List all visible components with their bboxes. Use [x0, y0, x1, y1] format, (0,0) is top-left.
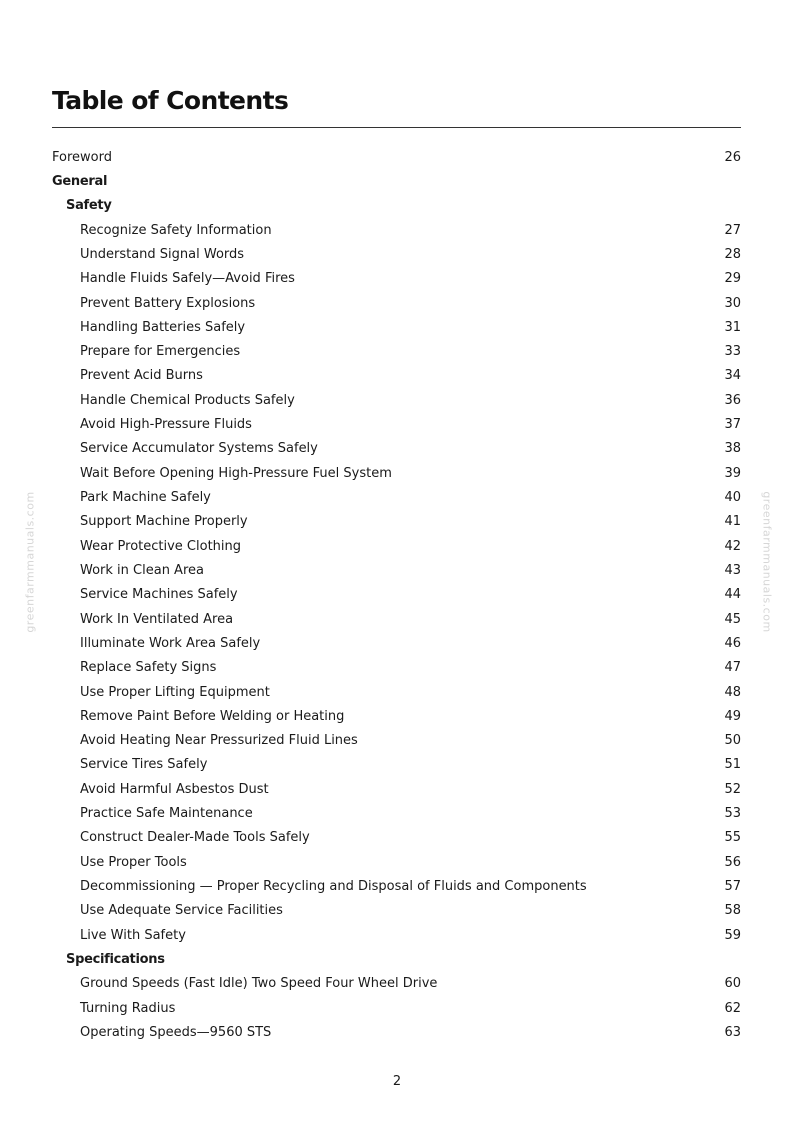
toc-entry-page: 47 — [724, 660, 741, 676]
table-of-contents — [52, 145, 741, 1045]
toc-entry-page: 60 — [724, 976, 741, 992]
toc-entry-page: 51 — [724, 757, 741, 773]
toc-entry-label: Decommissioning — Proper Recycling and Disposal of Fluids and Components — [80, 879, 587, 895]
toc-entry[interactable] — [52, 874, 741, 898]
toc-entry[interactable] — [52, 826, 741, 850]
toc-entry-label: Avoid High-Pressure Fluids — [80, 417, 252, 433]
toc-entry[interactable] — [52, 315, 741, 339]
toc-entry-label: Service Accumulator Systems Safely — [80, 441, 318, 457]
toc-entry[interactable] — [52, 680, 741, 704]
toc-entry[interactable] — [52, 607, 741, 631]
toc-entry-label: Wait Before Opening High-Pressure Fuel System — [80, 465, 392, 481]
toc-entry-label: Use Proper Lifting Equipment — [80, 684, 270, 700]
title-divider — [52, 127, 741, 128]
toc-entry-page: 58 — [724, 903, 741, 919]
toc-entry-page: 34 — [724, 368, 741, 384]
toc-entry-label: General — [52, 173, 108, 189]
toc-entry[interactable] — [52, 801, 741, 825]
toc-entry[interactable] — [52, 364, 741, 388]
toc-entry-label: Avoid Heating Near Pressurized Fluid Lines — [80, 733, 358, 749]
toc-entry[interactable] — [52, 461, 741, 485]
toc-entry-page: 31 — [724, 319, 741, 335]
toc-entry-page: 38 — [724, 441, 741, 457]
page-number: 2 — [392, 1074, 402, 1089]
toc-entry[interactable] — [52, 631, 741, 655]
toc-entry-label: Operating Speeds—9560 STS — [80, 1024, 272, 1040]
toc-entry-label: Safety — [66, 198, 112, 214]
toc-entry-label: Service Machines Safely — [80, 587, 238, 603]
toc-entry-page: 37 — [724, 417, 741, 433]
toc-entry-label: Illuminate Work Area Safely — [80, 635, 261, 651]
toc-entry-label: Wear Protective Clothing — [80, 538, 242, 554]
toc-entry[interactable] — [52, 218, 741, 242]
toc-entry-label: Specifications — [66, 951, 165, 967]
toc-entry-page: 36 — [724, 392, 741, 408]
toc-entry-label: Ground Speeds (Fast Idle) Two Speed Four Wheel Drive — [80, 976, 438, 992]
toc-entry[interactable] — [52, 704, 741, 728]
toc-entry[interactable] — [52, 753, 741, 777]
toc-entry-label: Use Adequate Service Facilities — [80, 903, 283, 919]
toc-entry-label: Avoid Harmful Asbestos Dust — [80, 781, 269, 797]
toc-entry-label: Handling Batteries Safely — [80, 319, 246, 335]
toc-entry-label: Handle Chemical Products Safely — [80, 392, 295, 408]
toc-entry-label: Support Machine Properly — [80, 514, 248, 530]
watermark-right: greenfarmmanuals.com — [760, 491, 774, 633]
toc-entry-page: 55 — [724, 830, 741, 846]
toc-entry-page: 59 — [724, 927, 741, 943]
toc-section-heading — [52, 169, 741, 193]
toc-entry-page: 44 — [724, 587, 741, 603]
toc-entry[interactable] — [52, 485, 741, 509]
toc-entry-page: 42 — [724, 538, 741, 554]
toc-entry-page: 33 — [724, 344, 741, 360]
toc-entry[interactable] — [52, 972, 741, 996]
toc-entry-page: 57 — [724, 879, 741, 895]
toc-entry-page: 43 — [724, 562, 741, 578]
toc-entry[interactable] — [52, 267, 741, 291]
toc-entry[interactable] — [52, 340, 741, 364]
toc-entry[interactable] — [52, 534, 741, 558]
toc-entry-label: Practice Safe Maintenance — [80, 806, 253, 822]
toc-entry[interactable] — [52, 777, 741, 801]
toc-entry[interactable] — [52, 996, 741, 1020]
toc-entry[interactable] — [52, 850, 741, 874]
toc-entry-label: Recognize Safety Information — [80, 222, 272, 238]
toc-entry-label: Park Machine Safely — [80, 490, 211, 506]
toc-entry[interactable] — [52, 729, 741, 753]
toc-entry-label: Handle Fluids Safely—Avoid Fires — [80, 271, 295, 287]
toc-entry-page: 48 — [724, 684, 741, 700]
toc-entry-page: 46 — [724, 635, 741, 651]
toc-entry[interactable] — [52, 583, 741, 607]
toc-entry-label: Foreword — [52, 149, 112, 165]
toc-entry-label: Live With Safety — [80, 927, 186, 943]
toc-entry-page: 63 — [724, 1024, 741, 1040]
toc-entry[interactable] — [52, 923, 741, 947]
toc-entry[interactable] — [52, 437, 741, 461]
toc-entry-page: 52 — [724, 781, 741, 797]
toc-entry-label: Prevent Battery Explosions — [80, 295, 256, 311]
toc-entry[interactable] — [52, 510, 741, 534]
toc-entry-label: Construct Dealer-Made Tools Safely — [80, 830, 310, 846]
toc-section-heading — [52, 194, 741, 218]
toc-entry-label: Work In Ventilated Area — [80, 611, 234, 627]
toc-entry-label: Turning Radius — [80, 1000, 176, 1016]
toc-entry-label: Understand Signal Words — [80, 246, 245, 262]
toc-entry[interactable] — [52, 899, 741, 923]
toc-entry-page: 41 — [724, 514, 741, 530]
toc-entry-label: Replace Safety Signs — [80, 660, 217, 676]
toc-entry-page: 30 — [724, 295, 741, 311]
toc-entry[interactable] — [52, 145, 741, 169]
toc-entry-page: 27 — [724, 222, 741, 238]
toc-entry-label: Use Proper Tools — [80, 854, 187, 870]
watermark-left: greenfarmmanuals.com — [23, 491, 37, 633]
toc-entry-page: 45 — [724, 611, 741, 627]
toc-entry-page: 39 — [724, 465, 741, 481]
page-title: Table of Contents — [52, 86, 289, 115]
toc-entry-page: 50 — [724, 733, 741, 749]
toc-entry-page: 62 — [724, 1000, 741, 1016]
toc-entry[interactable] — [52, 412, 741, 436]
toc-entry-page: 40 — [724, 490, 741, 506]
toc-entry[interactable] — [52, 558, 741, 582]
toc-entry-label: Work in Clean Area — [80, 562, 204, 578]
toc-entry[interactable] — [52, 242, 741, 266]
toc-section-heading — [52, 947, 741, 971]
toc-entry-page: 28 — [724, 246, 741, 262]
toc-entry-page: 53 — [724, 806, 741, 822]
toc-entry-page: 56 — [724, 854, 741, 870]
toc-entry-label: Prevent Acid Burns — [80, 368, 203, 384]
toc-entry-page: 26 — [724, 149, 741, 165]
toc-entry[interactable] — [52, 388, 741, 412]
toc-entry-label: Service Tires Safely — [80, 757, 208, 773]
toc-entry-label: Prepare for Emergencies — [80, 344, 241, 360]
toc-entry[interactable] — [52, 291, 741, 315]
toc-entry[interactable] — [52, 1020, 741, 1044]
toc-entry-page: 29 — [724, 271, 741, 287]
toc-entry[interactable] — [52, 656, 741, 680]
toc-entry-label: Remove Paint Before Welding or Heating — [80, 708, 345, 724]
toc-entry-page: 49 — [724, 708, 741, 724]
